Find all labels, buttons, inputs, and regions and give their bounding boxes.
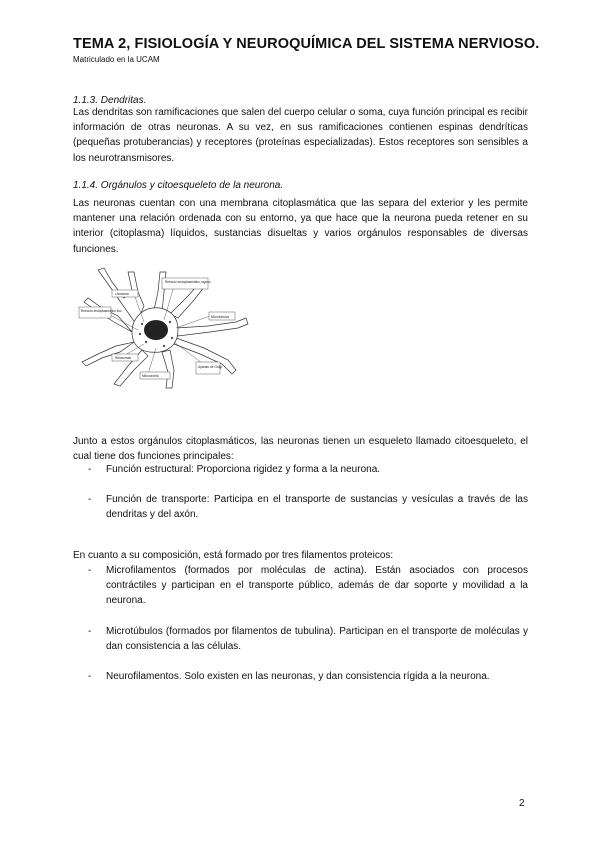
- page-subtitle: Matriculado en la UCAM: [73, 55, 160, 64]
- list-item-text: Neurofilamentos. Solo existen en las neuronas, y dan consistencia rígida a la neurona.: [106, 671, 490, 683]
- bullet-dash: -: [88, 565, 92, 576]
- list-item-text: Función estructural: Proporciona rigidez y forma a la neurona.: [106, 464, 381, 475]
- paragraph-dendritas: Las dendritas son ramificaciones que salen del cuerpo celular o soma, cuya función principal es recibir información de otras neuronas. A su vez, en sus ramificaciones contienen espinas dendríticas (pequeñas protuberancias) y receptores (proteínas especializadas). Estos receptores son sensibles a los neurotransmisores.: [73, 107, 528, 164]
- label-reticulo-liso: Retículo endoplasmático liso: [81, 309, 122, 313]
- label-golgi: Aparato de Golgi: [198, 365, 222, 369]
- section-heading-organulos: 1.1.4. Orgánulos y citoesqueleto de la neurona.: [73, 180, 284, 191]
- nucleus: [144, 320, 168, 340]
- axon-process: [176, 318, 248, 336]
- label-reticulo-rugoso: Retículo endoplasmático rugoso: [165, 280, 211, 284]
- list-item-text: Microtúbulos (formados por filamentos de tubulina). Participan en el transporte de moléculas y dan consistencia a las células.: [106, 625, 528, 652]
- page-number: 2: [519, 798, 525, 809]
- neuron-diagram: [78, 262, 250, 392]
- filaments-list: [88, 563, 528, 684]
- bullet-dash: -: [88, 625, 92, 637]
- list-item: [88, 492, 528, 522]
- label-ribosomas: Ribosomas: [115, 356, 131, 360]
- label-microtubulos: Microtúbulos: [211, 315, 230, 319]
- label-lisosoma: Lisosoma: [115, 292, 129, 296]
- bullet-dash: -: [88, 494, 92, 506]
- dendrite: [162, 350, 174, 388]
- list-item: [88, 624, 528, 654]
- paragraph-citoesqueleto: Junto a estos orgánulos citoplasmáticos, las neuronas tienen un esqueleto llamado citoesqueleto, el cual tiene dos funciones principales:: [73, 436, 528, 463]
- bullet-dash: -: [88, 464, 92, 475]
- list-item: [88, 563, 528, 609]
- list-item: [88, 669, 528, 684]
- paragraph-organulos: Las neuronas cuentan con una membrana citoplasmática que las separa del exterior y les permite mantener una relación ordenada con su entorno, ya que hace que la neurona pueda retener en su interior (citoplasma) líquidos, sustancias disueltas y varios orgánulos responsables de diversas funciones.: [73, 198, 528, 255]
- section-heading-dendritas: 1.1.3. Dendritas.: [73, 95, 147, 106]
- paragraph-composicion: En cuanto a su composición, está formado por tres filamentos proteicos:: [73, 550, 394, 561]
- list-item: [88, 462, 528, 477]
- bullet-dash: -: [88, 671, 92, 683]
- page-title: TEMA 2, FISIOLOGÍA Y NEUROQUÍMICA DEL SISTEMA NERVIOSO.: [73, 36, 540, 52]
- label-mitocondria: Mitocondria: [142, 374, 159, 378]
- functions-list: [88, 462, 528, 523]
- list-item-text: Función de transporte: Participa en el transporte de sustancias y vesículas a través de las dendritas y del axón.: [106, 494, 528, 521]
- list-item-text: Microfilamentos (formados por moléculas de actina). Están asociados con procesos contráctiles y participan en el transporte público, además de dar soporte y movilidad a la neurona.: [106, 565, 528, 607]
